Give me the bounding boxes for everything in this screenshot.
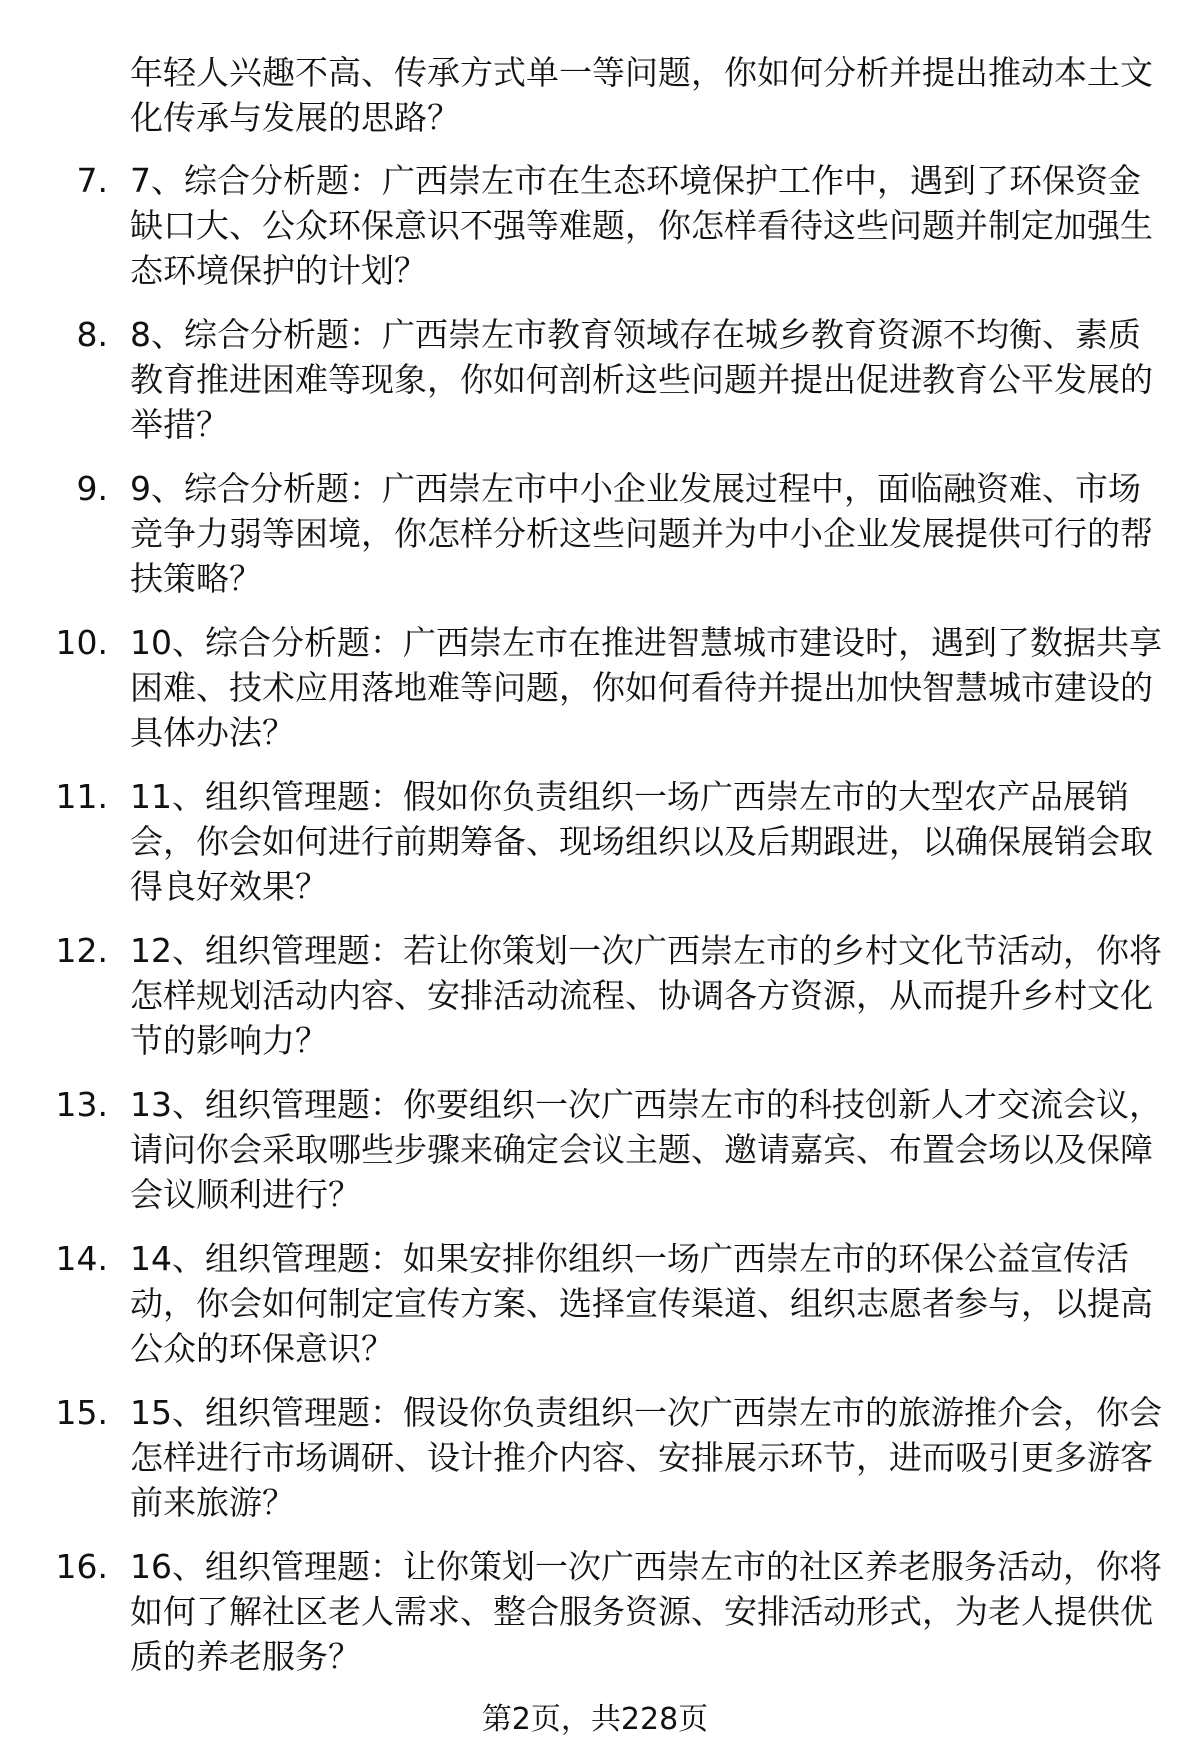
question-number: 9. <box>76 469 108 508</box>
question-number: 7. <box>76 161 108 200</box>
question-number: 16. <box>55 1547 108 1586</box>
list-item <box>0 158 1190 293</box>
list-item <box>0 1236 1190 1371</box>
question-number: 10. <box>55 623 108 662</box>
list-item <box>0 774 1190 909</box>
list-item <box>0 1082 1190 1217</box>
question-text: 9、综合分析题：广西崇左市中小企业发展过程中，面临融资难、市场竞争力弱等困境，你怎样分析这些问题并为中小企业发展提供可行的帮扶策略？ <box>130 469 1153 598</box>
question-text: 12、组织管理题：若让你策划一次广西崇左市的乡村文化节活动，你将怎样规划活动内容、安排活动流程、协调各方资源，从而提升乡村文化节的影响力？ <box>130 931 1162 1060</box>
question-text: 7、综合分析题：广西崇左市在生态环境保护工作中，遇到了环保资金缺口大、公众环保意识不强等难题，你怎样看待这些问题并制定加强生态环境保护的计划？ <box>130 161 1153 290</box>
list-item <box>0 620 1190 755</box>
question-number: 15. <box>55 1393 108 1432</box>
list-item <box>0 312 1190 447</box>
question-text: 14、组织管理题：如果安排你组织一场广西崇左市的环保公益宣传活动，你会如何制定宣传方案、选择宣传渠道、组织志愿者参与，以提高公众的环保意识？ <box>130 1239 1153 1368</box>
question-text: 8、综合分析题：广西崇左市教育领域存在城乡教育资源不均衡、素质教育推进困难等现象，你如何剖析这些问题并提出促进教育公平发展的举措？ <box>130 315 1153 444</box>
continuation-paragraph: 年轻人兴趣不高、传承方式单一等问题，你如何分析并提出推动本土文化传承与发展的思路？ <box>130 53 1153 137</box>
question-number: 12. <box>55 931 108 970</box>
question-text: 13、组织管理题：你要组织一次广西崇左市的科技创新人才交流会议，请问你会采取哪些步骤来确定会议主题、邀请嘉宾、布置会场以及保障会议顺利进行？ <box>130 1085 1162 1214</box>
question-text: 10、综合分析题：广西崇左市在推进智慧城市建设时，遇到了数据共享困难、技术应用落地难等问题，你如何看待并提出加快智慧城市建设的具体办法？ <box>130 623 1162 752</box>
question-number: 13. <box>55 1085 108 1124</box>
question-text: 16、组织管理题：让你策划一次广西崇左市的社区养老服务活动，你将如何了解社区老人需求、整合服务资源、安排活动形式，为老人提供优质的养老服务？ <box>130 1547 1162 1676</box>
question-list <box>0 158 1190 1698</box>
question-text: 15、组织管理题：假设你负责组织一次广西崇左市的旅游推介会，你会怎样进行市场调研、设计推介内容、安排展示环节，进而吸引更多游客前来旅游？ <box>130 1393 1162 1522</box>
page-footer: 第2页，共228页 <box>481 1702 709 1737</box>
question-number: 14. <box>55 1239 108 1278</box>
question-number: 8. <box>76 315 108 354</box>
list-item <box>0 466 1190 601</box>
list-item <box>0 1390 1190 1525</box>
question-number: 11. <box>55 777 108 816</box>
list-item <box>0 1544 1190 1679</box>
list-item <box>0 928 1190 1063</box>
question-text: 11、组织管理题：假如你负责组织一场广西崇左市的大型农产品展销会，你会如何进行前期筹备、现场组织以及后期跟进，以确保展销会取得良好效果？ <box>130 777 1153 906</box>
